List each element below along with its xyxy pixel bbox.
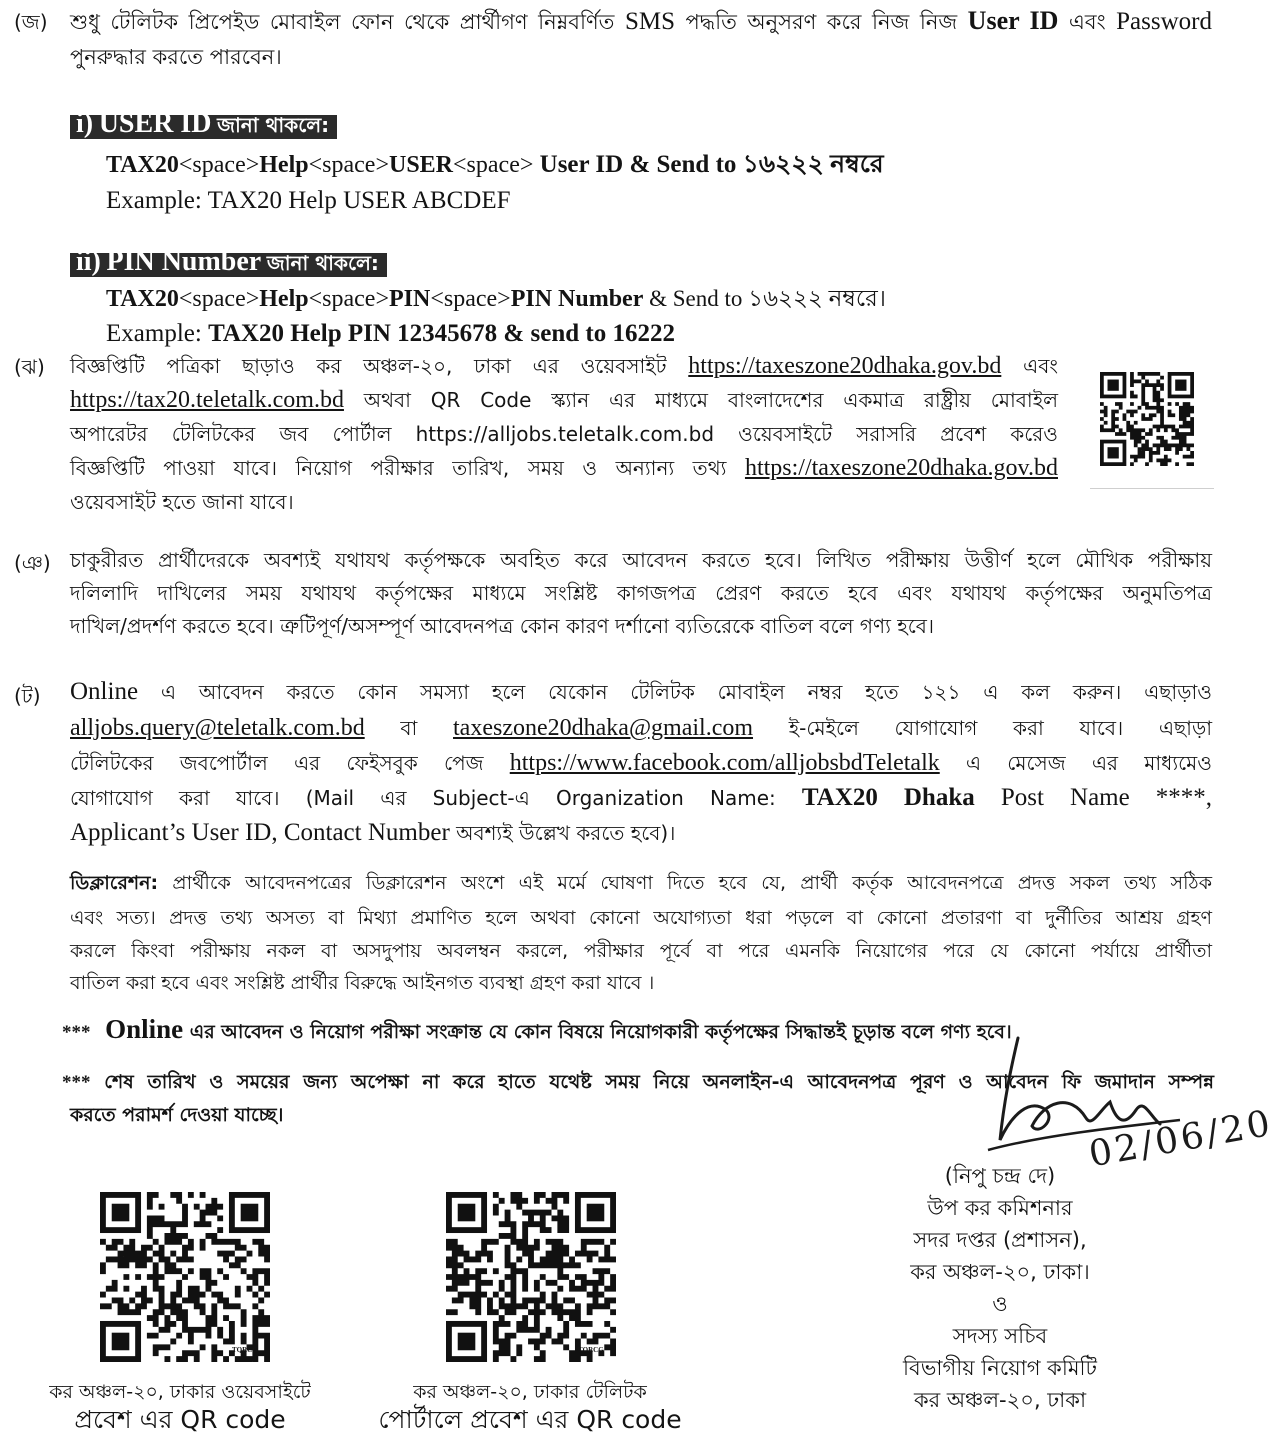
section-jha-line2: https://tax20.teletalk.com.bd অথবা QR Code স্ক্যান এর মাধ্যমে বাংলাদেশের একমাত্র রাষ্ট্রীয় মোবাইল — [70, 387, 1059, 413]
taxeszone-info-link[interactable]: https://taxeszone20dhaka.gov.bd — [744, 455, 1058, 481]
qr-finder-inner — [112, 1204, 130, 1222]
section-ta-line5: Applicant’s User ID, Contact Number অবশ্যই উল্লেখ করতে হবে)। — [70, 819, 676, 846]
user-id-heading: i) USER ID জানা থাকলে: — [70, 108, 337, 144]
section-ta-line3: টেলিটকের জবপোর্টাল এর ফেইসবুক পেজ https://www.facebook.com/alljobsbdTeletalk এ মেসেজ এর মাধ্যমেও — [70, 750, 1212, 776]
qr-code-teletalk-portal-graphic — [446, 1192, 616, 1362]
section-nya-marker: (ঞ) — [14, 551, 51, 575]
signatory-block — [880, 1160, 1120, 1416]
note-apply-early-line1: *** শেষ তারিখ ও সময়ের জন্য অপেক্ষা না করে হাতে যথেষ্ট সময় নিয়ে অনলাইন-এ আবেদনপত্র পূরণ ও আবেদন ফি জমাদান সম্পন্ন — [62, 1071, 1214, 1093]
declaration-label: ডিক্লারেশন: — [70, 872, 159, 894]
section-j-marker: (জ) — [14, 10, 48, 34]
pin-number-example: Example: TAX20 Help PIN 12345678 & send to 16222 — [106, 320, 675, 347]
qr-code-tax-website[interactable] — [100, 1192, 270, 1362]
signatory-title6: কর অঞ্চল-২০, ঢাকা — [913, 1388, 1087, 1412]
section-ta-line4: যোগাযোগ করা যাবে। (Mail এর Subject-এ Organization Name: TAX20 Dhaka Post Name ****, — [70, 784, 1212, 811]
section-jha-line1: বিজ্ঞপ্তিটি পত্রিকা ছাড়াও কর অঞ্চল-২০, ঢাকা এর ওয়েবসাইট https://taxeszone20dhaka.gov.bd এবং — [70, 353, 1058, 379]
section-nya-line2: দলিলাদি দাখিলের সময় যথাযথ কর্তৃপক্ষের মাধ্যমে সংশ্লিষ্ট কাগজপত্র প্রেরণ করতে হবে এবং যথাযথ কর্তৃপক্ষের অনুমতিপত্র — [70, 581, 1212, 605]
pin-number-command: TAX20<space>Help<space>PIN<space>PIN Number & Send to ১৬২২২ নম্বরে। — [106, 286, 887, 312]
declaration-line3: করলে কিংবা পরীক্ষায় নকল বা অসদুপায় অবলম্বন করলে, পরীক্ষার পূর্বে বা পরে এমনকি নিয়োগের পরে যে কোনো পর্যায়ে প্রার্থীতা — [70, 940, 1212, 962]
note-final-decision: *** Online এর আবেদন ও নিয়োগ পরীক্ষা সংক্রান্ত যে কোন বিষয়ে নিয়োগকারী কর্তৃপক্ষের সিদ্ধান্তই চূড়ান্ত বলে গণ্য হবে। — [62, 1014, 1012, 1044]
section-jha-line4: বিজ্ঞপ্তিটি পাওয়া যাবে। নিয়োগ পরীক্ষার তারিখ, সময় ও অন্যান্য তথ্য https://taxeszone20dhaka.gov.bd — [70, 455, 1058, 481]
signatory-title3: কর অঞ্চল-২০, ঢাকা। — [910, 1260, 1090, 1284]
teletalk-query-email-link[interactable]: alljobs.query@teletalk.com.bd — [70, 715, 365, 741]
qr-code-icon[interactable] — [1100, 372, 1194, 466]
qr-code-tax-website-graphic — [100, 1192, 270, 1362]
user-id-command: TAX20<space>Help<space>USER<space> User ID & Send to ১৬২২২ নম্বরে — [106, 151, 884, 178]
signatory-title1: উপ কর কমিশনার — [927, 1196, 1073, 1220]
qr-finder-inner — [241, 1204, 259, 1222]
qr-finder-inner — [112, 1333, 130, 1351]
signatory-and: ও — [992, 1292, 1008, 1316]
qr1-brand: TQRCG — [232, 1346, 258, 1354]
signature-date: 02/06/20 — [1086, 1102, 1276, 1176]
pin-number-heading: ii) PIN Number জানা থাকলে: — [70, 246, 387, 282]
signatory-title2: সদর দপ্তর (প্রশাসন), — [913, 1228, 1087, 1252]
tax20-teletalk-link[interactable]: https://tax20.teletalk.com.bd — [70, 387, 344, 413]
section-j-line1: শুধু টেলিটক প্রিপেইড মোবাইল ফোন থেকে প্রার্থীগণ নিম্নবর্ণিত SMS পদ্ধতি অনুসরণ করে নিজ নিজ User ID এবং Password — [70, 6, 1212, 35]
qr-finder-inner — [458, 1204, 476, 1222]
declaration-line1: ডিক্লারেশন: প্রার্থীকে আবেদনপত্রের ডিক্লারেশন অংশে এই মর্মে ঘোষণা দিতে হবে যে, প্রার্থী কর্তৃক আবেদনপত্রে প্রদত্ত সকল তথ্য সঠিক — [70, 872, 1212, 894]
qr-finder-inner — [1108, 447, 1119, 458]
qr-finder-inner — [1175, 380, 1186, 391]
section-nya-line3: দাখিল/প্রদর্শণ করতে হবে। ত্রুটিপূর্ণ/অসম্পূর্ণ আবেদনপত্র কোন কারণ দর্শানো ব্যতিরেকে বাতিল বলে গণ্য হবে। — [70, 614, 935, 638]
section-ta-line1: Online এ আবেদন করতে কোন সমস্যা হলে যেকোন টেলিটক মোবাইল নম্বর হতে ১২১ এ কল করুন। এছাড়াও — [70, 678, 1212, 705]
qr-finder-inner — [1108, 380, 1119, 391]
facebook-page-link[interactable]: https://www.facebook.com/alljobsbdTeletalk — [509, 750, 940, 776]
signatory-title4: সদস্য সচিব — [952, 1324, 1048, 1348]
section-jha-line3: অপারেটর টেলিটকের জব পোর্টাল https://alljobs.teletalk.com.bd ওয়েবসাইটে সরাসরি প্রবেশ করেও — [70, 422, 1058, 446]
qr-code-teletalk-portal[interactable] — [446, 1192, 616, 1362]
qr-finder-inner — [587, 1204, 605, 1222]
taxeszone-website-link[interactable]: https://taxeszone20dhaka.gov.bd — [688, 353, 1002, 379]
section-ta-line2: alljobs.query@teletalk.com.bd বা taxeszone20dhaka@gmail.com ই-মেইলে যোগাযোগ করা যাবে। এছাড়া — [70, 715, 1213, 741]
taxeszone-email-link[interactable]: taxeszone20dhaka@gmail.com — [453, 715, 754, 741]
qr-finder-inner — [458, 1333, 476, 1351]
section-jha-marker: (ঝ) — [14, 355, 45, 379]
qr2-brand: TQRCG — [578, 1346, 604, 1354]
declaration-line4: বাতিল করা হবে এবং সংশ্লিষ্ট প্রার্থীর বিরুদ্ধে আইনগত ব্যবস্থা গ্রহণ করা যাবে । — [70, 972, 655, 994]
signatory-title5: বিভাগীয় নিয়োগ কমিটি — [903, 1356, 1097, 1380]
qr2-caption: কর অঞ্চল-২০, ঢাকার টেলিটক পোর্টালে প্রবেশ এর QR code — [378, 1381, 682, 1434]
signatory-name: (নিপু চন্দ্র দে) — [944, 1164, 1056, 1188]
qr1-caption: কর অঞ্চল-২০, ঢাকার ওয়েবসাইটে প্রবেশ এর QR code — [49, 1381, 311, 1434]
declaration-line2: এবং সত্য। প্রদত্ত তথ্য অসত্য বা মিথ্যা প্রমাণিত হলে অথবা কোনো অযোগ্যতা ধরা পড়লে বা কোনো প্রতারণা বা দুর্নীতির আশ্রয় গ্রহণ — [70, 907, 1212, 929]
section-ta-marker: (ট) — [14, 684, 41, 708]
section-j-line2: পুনরুদ্ধার করতে পারবেন। — [70, 45, 282, 69]
note-apply-early-line2: করতে পরামর্শ দেওয়া যাচ্ছে। — [70, 1104, 284, 1126]
user-id-example: Example: TAX20 Help USER ABCDEF — [106, 187, 511, 214]
qr-code-icon-graphic — [1100, 372, 1194, 466]
qr-scan-shadow — [1090, 488, 1214, 489]
section-jha-line5: ওয়েবসাইট হতে জানা যাবে। — [70, 490, 294, 514]
section-nya-line1: চাকুরীরত প্রার্থীদেরকে অবশ্যই যথাযথ কর্তৃপক্ষকে অবহিত করে আবেদন করতে হবে। লিখিত পরীক্ষায় উত্তীর্ণ হলে মৌখিক পরীক্ষায় — [70, 548, 1212, 572]
